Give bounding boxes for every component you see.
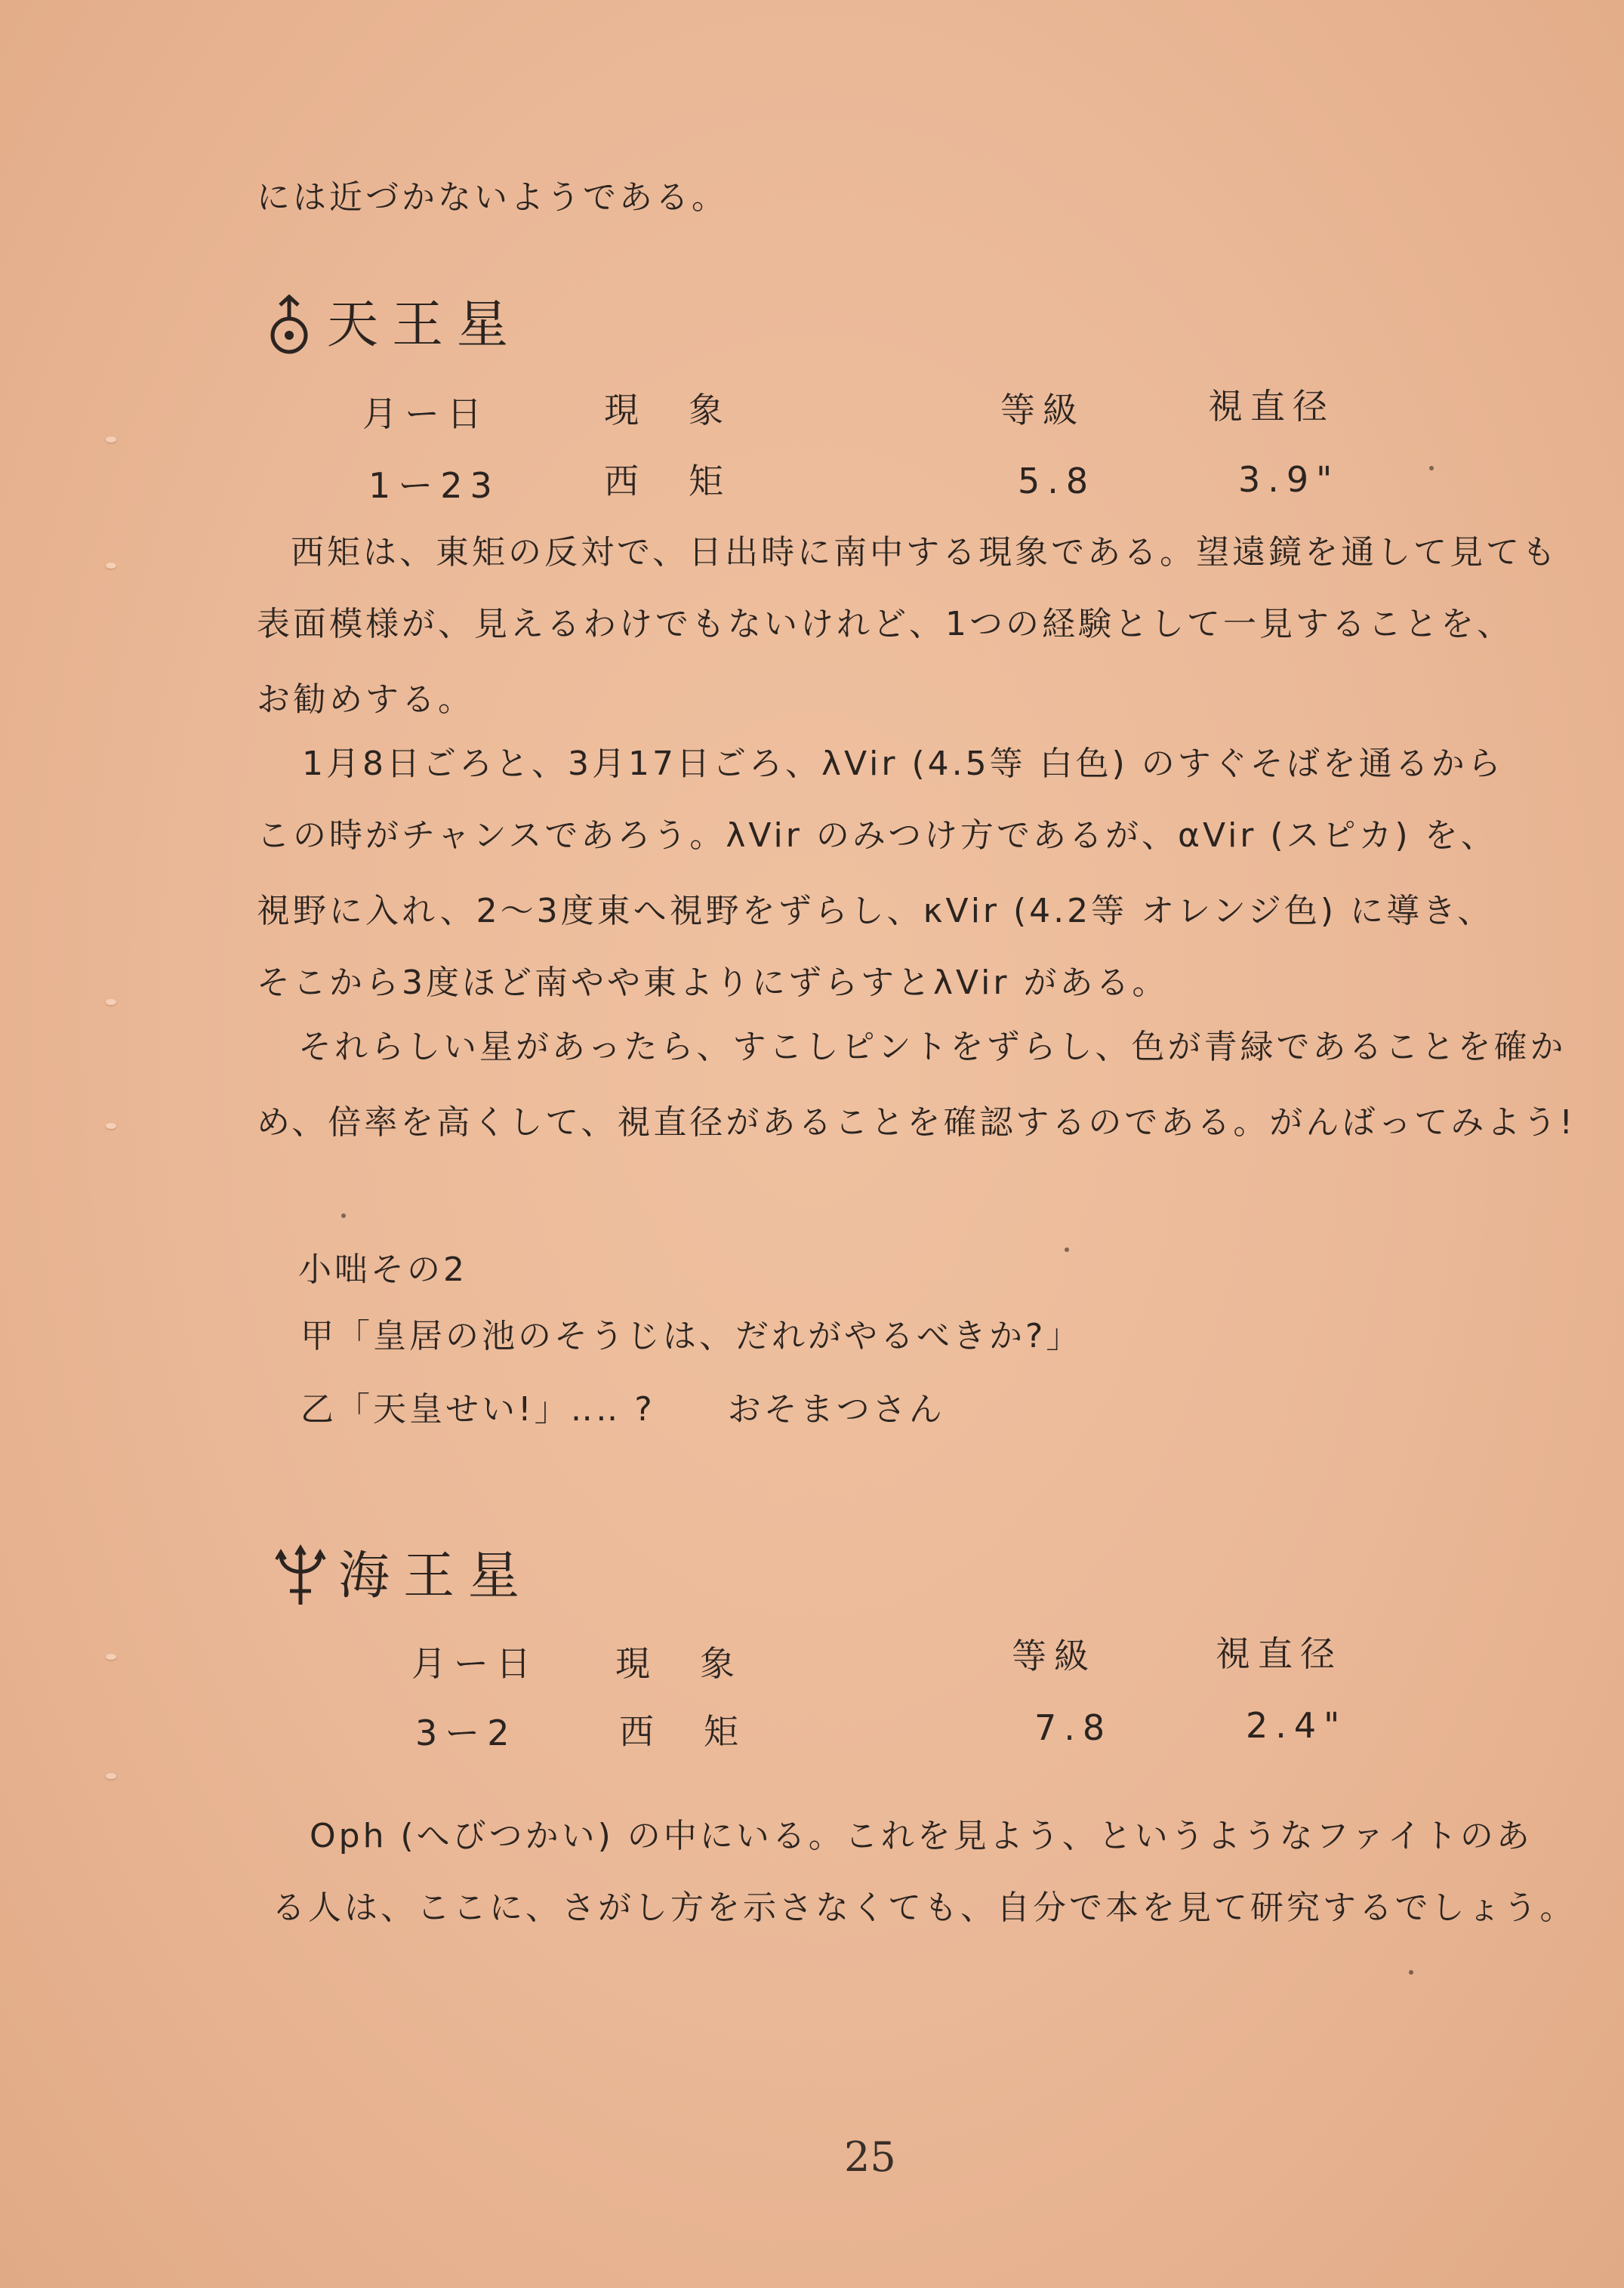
joke-line: 甲「皇居の池のそうじは、だれがやるべきか?」 [300, 1317, 1083, 1355]
binding-hole [106, 1654, 116, 1660]
joke-line: 乙「天皇せい!」‥‥ ? おそまつさん [300, 1390, 945, 1429]
uranus-symbol-icon [260, 293, 318, 358]
binding-hole [106, 1123, 116, 1129]
ink-speck [1409, 1970, 1413, 1975]
neptune-header-magnitude: 等級 [1012, 1636, 1096, 1676]
binding-hole [106, 999, 116, 1005]
page-number: 25 [844, 2133, 896, 2181]
uranus-header-diameter: 視直径 [1208, 386, 1335, 427]
intro-line: には近づかないようである。 [257, 178, 728, 217]
neptune-header-phenomenon: 現 象 [615, 1643, 742, 1684]
neptune-trident-icon [272, 1544, 329, 1609]
uranus-heading [260, 293, 522, 358]
binding-hole [106, 1773, 116, 1779]
ink-speck [1429, 466, 1434, 470]
uranus-text-line: 視野に入れ、2〜3度東へ視野をずらし、κVir (4.2等 オレンジ色) に導き、 [257, 892, 1494, 930]
uranus-text-line: この時がチャンスであろう。λVir のみつけ方であるが、αVir (スピカ) を、 [257, 816, 1497, 855]
uranus-row-magnitude: 5.8 [1018, 461, 1096, 501]
joke-title: 小咄その2 [298, 1250, 467, 1289]
uranus-header-magnitude: 等級 [1000, 390, 1085, 430]
neptune-text-line: る人は、ここに、さがし方を示さなくても、自分で本を見て研究するでしょう。 [272, 1889, 1576, 1927]
uranus-row-phenomenon: 西 矩 [604, 461, 731, 501]
neptune-row-diameter: 2.4" [1246, 1705, 1348, 1746]
neptune-row-phenomenon: 西 矩 [619, 1711, 746, 1752]
uranus-text-line: 表面模様が、見えるわけでもないけれど、1つの経験として一見することを、 [257, 605, 1513, 643]
uranus-text-line: それらしい星があったら、すこしピントをずらし、色が青緑であることを確か [298, 1028, 1567, 1066]
neptune-header-diameter: 視直径 [1216, 1633, 1342, 1674]
binding-hole [106, 563, 116, 569]
neptune-heading [272, 1544, 533, 1609]
binding-hole [106, 436, 116, 442]
neptune-row-date: 3ー2 [415, 1713, 517, 1753]
uranus-title: 天王星 [327, 295, 522, 355]
uranus-header-phenomenon: 現 象 [604, 390, 731, 430]
uranus-header-date: 月ー日 [362, 393, 489, 434]
uranus-text-line: め、倍率を高くして、視直径があることを確認するのである。がんばってみよう! [257, 1103, 1576, 1142]
neptune-row-magnitude: 7.8 [1034, 1707, 1113, 1748]
uranus-text-line: そこから3度ほど南やや東よりにずらすとλVir がある。 [257, 964, 1169, 1002]
uranus-text-line: 1月8日ごろと、3月17日ごろ、λVir (4.5等 白色) のすぐそばを通るから [302, 745, 1504, 783]
uranus-text-line: お勧めする。 [257, 680, 474, 719]
uranus-row-date: 1ー23 [368, 465, 500, 506]
neptune-text-line: Oph (へびつかい) の中にいる。これを見よう、というようなファイトのあ [310, 1817, 1533, 1855]
uranus-text-line: 西矩は、東矩の反対で、日出時に南中する現象である。望遠鏡を通して見ても [291, 533, 1559, 572]
uranus-row-diameter: 3.9" [1238, 459, 1340, 500]
ink-speck [1065, 1247, 1069, 1252]
ink-speck [341, 1213, 346, 1218]
neptune-header-date: 月ー日 [411, 1643, 538, 1684]
neptune-title: 海王星 [338, 1546, 534, 1606]
